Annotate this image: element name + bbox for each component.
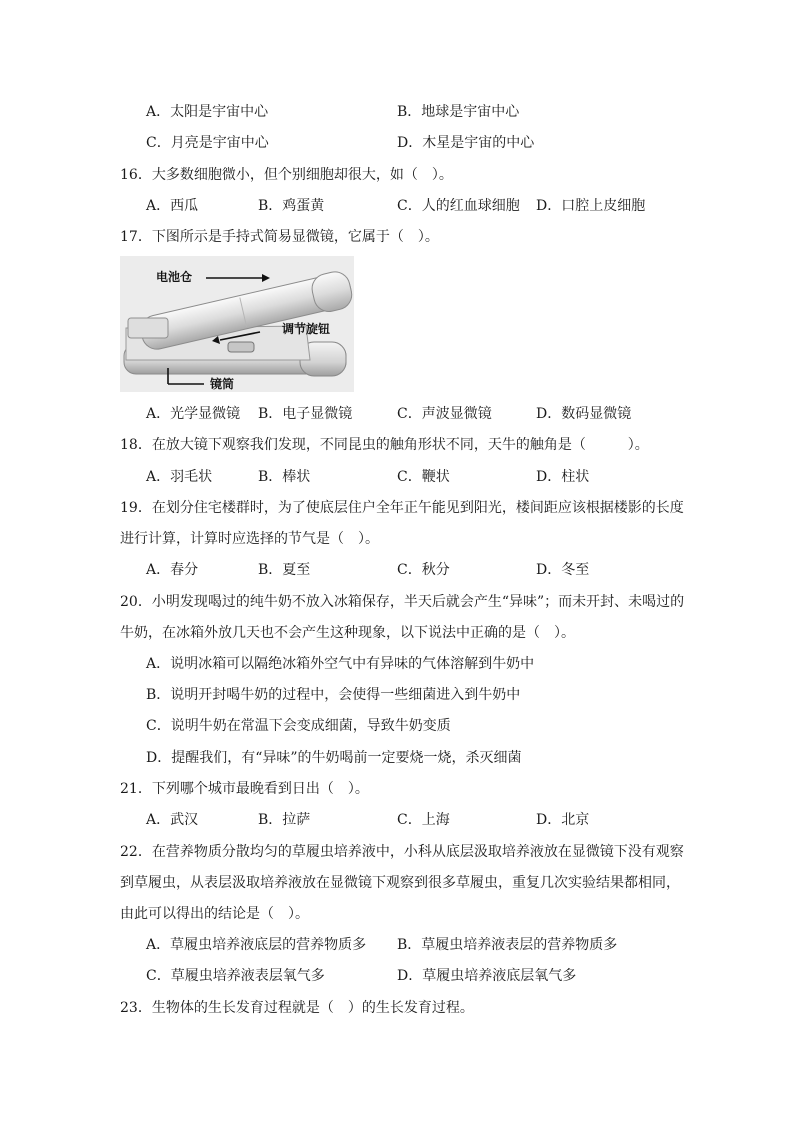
q17-stem: 17．下图所示是手持式简易显微镜，它属于（ ）。 [120,229,439,245]
microscope-figure [120,256,354,392]
q21-option-c: C．上海 [397,812,450,828]
q20-option-c: C．说明牛奶在常温下会变成细菌，导致牛奶变质 [146,718,451,734]
q19-stem-line2: 进行计算，计算时应选择的节气是（ ）。 [120,531,379,547]
label-battery: 电池仓 [156,270,193,284]
q18-option-d: D．柱状 [536,469,590,485]
q19-stem-line1: 19．在划分住宅楼群时，为了使底层住户全年正午能见到阳光，楼间距应该根据楼影的长度 [120,500,684,516]
label-tube: 镜筒 [210,377,235,391]
q21-option-a: A．武汉 [146,812,199,828]
q17-option-a: A．光学显微镜 [146,406,241,422]
q20-option-d: D．提醒我们，有“异味”的牛奶喝前一定要烧一烧，杀灭细菌 [146,750,522,766]
q19-option-d: D．冬至 [536,562,590,578]
q18-stem: 18．在放大镜下观察我们发现，不同昆虫的触角形状不同，天牛的触角是（ ）。 [120,437,649,453]
q22-stem-line2: 到草履虫，从表层汲取培养液放在显微镜下观察到很多草履虫，重复几次实验结果都相同， [120,875,680,891]
q16-stem: 16．大多数细胞微小，但个别细胞却很大，如（ ）。 [120,167,453,183]
q17-option-b: B．电子显微镜 [258,406,353,422]
q18-option-a: A．羽毛状 [146,469,213,485]
q16-option-c: C．人的红血球细胞 [397,198,520,214]
q20-stem-line1: 20．小明发现喝过的纯牛奶不放入冰箱保存，半天后就会产生“异味”；而未开封、未喝过的 [120,594,685,610]
q19-option-c: C．秋分 [397,562,450,578]
q15-option-c: C．月亮是宇宙中心 [146,135,269,151]
q22-option-a: A．草履虫培养液底层的营养物质多 [146,937,367,953]
q16-option-b: B．鸡蛋黄 [258,198,325,214]
q18-option-b: B．棒状 [258,469,311,485]
q16-option-a: A．西瓜 [146,198,199,214]
q16-option-d: D．口腔上皮细胞 [536,198,646,214]
q17-option-c: C．声波显微镜 [397,406,492,422]
q22-stem-line3: 由此可以得出的结论是（ ）。 [120,906,309,922]
q22-option-b: B．草履虫培养液表层的营养物质多 [397,937,618,953]
q18-option-c: C．鞭状 [397,469,450,485]
q20-option-a: A．说明冰箱可以隔绝冰箱外空气中有异味的气体溶解到牛奶中 [146,656,535,672]
q15-option-d: D．木星是宇宙的中心 [397,135,535,151]
q17-option-d: D．数码显微镜 [536,406,632,422]
q20-stem-line2: 牛奶，在冰箱外放几天也不会产生这种现象，以下说法中正确的是（ ）。 [120,625,575,641]
q22-option-c: C．草履虫培养液表层氧气多 [146,968,325,984]
q20-option-b: B．说明开封喝牛奶的过程中，会使得一些细菌进入到牛奶中 [146,687,521,703]
q15-option-b: B．地球是宇宙中心 [397,104,520,120]
q19-option-b: B．夏至 [258,562,311,578]
q22-option-d: D．草履虫培养液底层氧气多 [397,968,577,984]
q15-option-a: A．太阳是宇宙中心 [146,104,269,120]
q22-stem-line1: 22．在营养物质分散均匀的草履虫培养液中，小科从底层汲取培养液放在显微镜下没有观察 [120,844,684,860]
q21-option-b: B．拉萨 [258,812,311,828]
label-adjust-knob: 调节旋钮 [282,322,331,336]
q21-stem: 21．下列哪个城市最晚看到日出（ ）。 [120,781,369,797]
q19-option-a: A．春分 [146,562,199,578]
q21-option-d: D．北京 [536,812,590,828]
q23-stem: 23．生物体的生长发育过程就是（ ）的生长发育过程。 [120,1000,474,1016]
